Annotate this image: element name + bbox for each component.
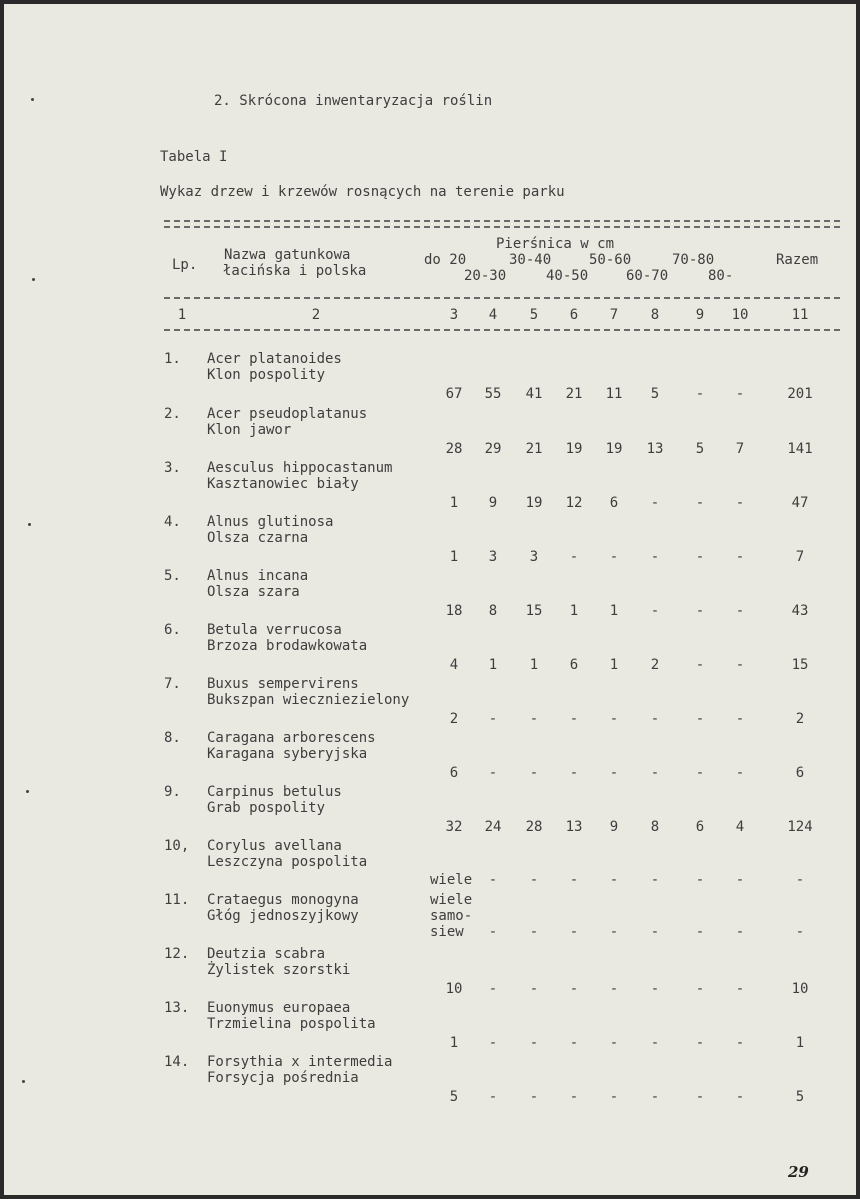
girth-value: - — [529, 711, 539, 727]
row-number: 14. — [164, 1054, 190, 1070]
total-value: 15 — [791, 657, 809, 673]
girth-value: 5 — [449, 1089, 459, 1105]
girth-value: - — [609, 872, 619, 888]
species-latin: Buxus sempervirens — [207, 676, 359, 692]
girth-value: 4 — [735, 819, 745, 835]
girth-value: - — [609, 924, 619, 940]
girth-value: - — [488, 1035, 498, 1051]
girth-value: - — [569, 981, 579, 997]
table-top-rule-2 — [164, 226, 840, 228]
header-girth-class: 20-30 — [464, 268, 507, 284]
margin-mark — [28, 523, 31, 526]
girth-value: - — [569, 549, 579, 565]
girth-value: - — [735, 386, 745, 402]
girth-value: wiele — [430, 872, 473, 888]
girth-value: - — [650, 495, 660, 511]
total-value: 6 — [795, 765, 805, 781]
margin-mark — [26, 790, 29, 793]
girth-value: - — [695, 872, 705, 888]
girth-value: 1 — [488, 657, 498, 673]
header-rule — [164, 297, 840, 299]
species-polish: Grab pospolity — [207, 800, 326, 816]
girth-value: - — [695, 495, 705, 511]
table-caption: Wykaz drzew i krzewów rosnących na terenie parku — [160, 184, 565, 200]
row-number: 7. — [164, 676, 181, 692]
header-girth-title: Pierśnica w cm — [496, 236, 615, 252]
total-value: 47 — [791, 495, 809, 511]
girth-value: - — [650, 603, 660, 619]
column-number: 1 — [177, 307, 187, 323]
column-number: 11 — [791, 307, 809, 323]
total-value: - — [795, 924, 805, 940]
species-polish: Bukszpan wieczniezielony — [207, 692, 410, 708]
species-polish: Brzoza brodawkowata — [207, 638, 368, 654]
girth-value: 32 — [445, 819, 463, 835]
total-value: 43 — [791, 603, 809, 619]
species-polish: Klon jawor — [207, 422, 292, 438]
total-value: - — [795, 872, 805, 888]
row-number: 6. — [164, 622, 181, 638]
girth-value: - — [695, 1035, 705, 1051]
girth-value: 1 — [449, 495, 459, 511]
species-polish: Leszczyna pospolita — [207, 854, 368, 870]
girth-value: - — [569, 1035, 579, 1051]
species-polish: Kasztanowiec biały — [207, 476, 359, 492]
species-polish: Karagana syberyjska — [207, 746, 368, 762]
row-number: 5. — [164, 568, 181, 584]
column-number: 6 — [569, 307, 579, 323]
girth-value: - — [735, 872, 745, 888]
girth-value: 9 — [609, 819, 619, 835]
girth-value: - — [488, 711, 498, 727]
species-polish: Olsza czarna — [207, 530, 309, 546]
girth-value: - — [488, 924, 498, 940]
girth-value: - — [569, 711, 579, 727]
girth-value: - — [609, 711, 619, 727]
document-page — [4, 4, 856, 1195]
girth-value: 6 — [569, 657, 579, 673]
girth-value: - — [529, 1089, 539, 1105]
row-number: 1. — [164, 351, 181, 367]
total-value: 201 — [787, 386, 813, 402]
species-polish: Forsycja pośrednia — [207, 1070, 359, 1086]
total-value: 10 — [791, 981, 809, 997]
row-number: 13. — [164, 1000, 190, 1016]
table-label: Tabela I — [160, 149, 228, 165]
girth-value: 18 — [445, 603, 463, 619]
girth-value: 21 — [525, 441, 543, 457]
page-number: 29 — [788, 1163, 809, 1181]
header-girth-class: do 20 — [424, 252, 467, 268]
girth-value: - — [735, 603, 745, 619]
girth-value: - — [609, 549, 619, 565]
header-name-line2: łacińska i polska — [223, 263, 367, 279]
girth-value: - — [650, 981, 660, 997]
total-value: 124 — [787, 819, 813, 835]
girth-value: 7 — [735, 441, 745, 457]
row-number: 8. — [164, 730, 181, 746]
girth-value: - — [609, 765, 619, 781]
girth-value: - — [735, 924, 745, 940]
header-girth-class: 70-80 — [672, 252, 715, 268]
girth-value: - — [650, 765, 660, 781]
row-number: 4. — [164, 514, 181, 530]
species-latin: Caragana arborescens — [207, 730, 376, 746]
girth-value: - — [529, 924, 539, 940]
section-heading: 2. Skrócona inwentaryzacja roślin — [214, 93, 493, 109]
girth-value: - — [695, 765, 705, 781]
column-number: 8 — [650, 307, 660, 323]
column-number: 9 — [695, 307, 705, 323]
girth-value: - — [695, 657, 705, 673]
column-number: 7 — [609, 307, 619, 323]
girth-value: - — [650, 711, 660, 727]
girth-value: - — [735, 657, 745, 673]
girth-value: - — [695, 603, 705, 619]
girth-value: - — [569, 1089, 579, 1105]
girth-value: - — [650, 872, 660, 888]
girth-value: - — [735, 981, 745, 997]
girth-value: - — [650, 1035, 660, 1051]
girth-value: - — [695, 1089, 705, 1105]
column-number: 5 — [529, 307, 539, 323]
girth-value: - — [650, 924, 660, 940]
girth-value: - — [488, 765, 498, 781]
girth-value: - — [609, 1035, 619, 1051]
girth-value: 6 — [449, 765, 459, 781]
girth-value: 13 — [646, 441, 664, 457]
header-girth-class: 50-60 — [589, 252, 632, 268]
girth-value: 55 — [484, 386, 502, 402]
girth-value: 8 — [650, 819, 660, 835]
girth-value: 1 — [569, 603, 579, 619]
girth-value: 1 — [449, 1035, 459, 1051]
girth-value: 24 — [484, 819, 502, 835]
header-girth-class: 80- — [708, 268, 734, 284]
row-number: 10, — [164, 838, 190, 854]
girth-value: - — [735, 1035, 745, 1051]
girth-value: - — [488, 981, 498, 997]
girth-value: - — [695, 549, 705, 565]
girth-value: - — [488, 872, 498, 888]
girth-value: - — [695, 386, 705, 402]
girth-value: wiele — [430, 892, 473, 908]
girth-value: 41 — [525, 386, 543, 402]
girth-value: 2 — [650, 657, 660, 673]
girth-value: 5 — [650, 386, 660, 402]
girth-value: 1 — [449, 549, 459, 565]
girth-value: 10 — [445, 981, 463, 997]
species-latin: Deutzia scabra — [207, 946, 326, 962]
girth-value: - — [609, 981, 619, 997]
girth-value: 13 — [565, 819, 583, 835]
header-girth-class: 30-40 — [509, 252, 552, 268]
column-number: 10 — [731, 307, 749, 323]
header-total: Razem — [776, 252, 819, 268]
girth-value: - — [569, 765, 579, 781]
species-polish: Żylistek szorstki — [207, 962, 351, 978]
row-number: 9. — [164, 784, 181, 800]
header-girth-class: 40-50 — [546, 268, 589, 284]
girth-value: siew — [430, 924, 464, 940]
girth-value: 3 — [529, 549, 539, 565]
total-value: 5 — [795, 1089, 805, 1105]
girth-value: - — [695, 711, 705, 727]
girth-value: 28 — [525, 819, 543, 835]
girth-value: 15 — [525, 603, 543, 619]
girth-value: 19 — [565, 441, 583, 457]
girth-value: - — [735, 549, 745, 565]
column-number: 3 — [449, 307, 459, 323]
margin-mark — [32, 278, 35, 281]
girth-value: 19 — [605, 441, 623, 457]
species-latin: Euonymus europaea — [207, 1000, 351, 1016]
girth-value: - — [569, 872, 579, 888]
column-number: 4 — [488, 307, 498, 323]
species-latin: Acer pseudoplatanus — [207, 406, 368, 422]
table-top-rule — [164, 220, 840, 222]
girth-value: 12 — [565, 495, 583, 511]
girth-value: - — [488, 1089, 498, 1105]
girth-value: 6 — [695, 819, 705, 835]
species-latin: Corylus avellana — [207, 838, 342, 854]
header-name-line1: Nazwa gatunkowa — [224, 247, 351, 263]
girth-value: - — [609, 1089, 619, 1105]
species-latin: Carpinus betulus — [207, 784, 342, 800]
girth-value: 3 — [488, 549, 498, 565]
girth-value: - — [735, 711, 745, 727]
species-latin: Acer platanoides — [207, 351, 342, 367]
species-latin: Crataegus monogyna — [207, 892, 359, 908]
girth-value: - — [735, 765, 745, 781]
girth-value: - — [650, 1089, 660, 1105]
total-value: 1 — [795, 1035, 805, 1051]
girth-value: - — [695, 981, 705, 997]
total-value: 7 — [795, 549, 805, 565]
girth-value: 28 — [445, 441, 463, 457]
girth-value: 19 — [525, 495, 543, 511]
row-number: 12. — [164, 946, 190, 962]
species-polish: Trzmielina pospolita — [207, 1016, 376, 1032]
species-polish: Klon pospolity — [207, 367, 326, 383]
species-latin: Aesculus hippocastanum — [207, 460, 393, 476]
girth-value: 11 — [605, 386, 623, 402]
species-latin: Alnus glutinosa — [207, 514, 334, 530]
species-latin: Betula verrucosa — [207, 622, 342, 638]
header-lp: Lp. — [172, 257, 198, 273]
girth-value: - — [529, 1035, 539, 1051]
girth-value: - — [735, 495, 745, 511]
column-number-rule — [164, 329, 840, 331]
girth-value: 1 — [609, 603, 619, 619]
girth-value: samo- — [430, 908, 473, 924]
girth-value: 1 — [609, 657, 619, 673]
species-polish: Olsza szara — [207, 584, 300, 600]
girth-value: 21 — [565, 386, 583, 402]
girth-value: - — [650, 549, 660, 565]
girth-value: 29 — [484, 441, 502, 457]
girth-value: 2 — [449, 711, 459, 727]
row-number: 11. — [164, 892, 190, 908]
row-number: 2. — [164, 406, 181, 422]
girth-value: 4 — [449, 657, 459, 673]
girth-value: 1 — [529, 657, 539, 673]
girth-value: 5 — [695, 441, 705, 457]
girth-value: - — [529, 872, 539, 888]
girth-value: - — [735, 1089, 745, 1105]
column-number: 2 — [311, 307, 321, 323]
girth-value: - — [569, 924, 579, 940]
species-latin: Forsythia x intermedia — [207, 1054, 393, 1070]
species-latin: Alnus incana — [207, 568, 309, 584]
girth-value: 8 — [488, 603, 498, 619]
margin-mark — [31, 98, 34, 101]
row-number: 3. — [164, 460, 181, 476]
girth-value: - — [529, 981, 539, 997]
girth-value: 9 — [488, 495, 498, 511]
species-polish: Głóg jednoszyjkowy — [207, 908, 359, 924]
margin-mark — [22, 1080, 25, 1083]
girth-value: - — [529, 765, 539, 781]
girth-value: - — [695, 924, 705, 940]
total-value: 141 — [787, 441, 813, 457]
header-girth-class: 60-70 — [626, 268, 669, 284]
girth-value: 67 — [445, 386, 463, 402]
total-value: 2 — [795, 711, 805, 727]
girth-value: 6 — [609, 495, 619, 511]
